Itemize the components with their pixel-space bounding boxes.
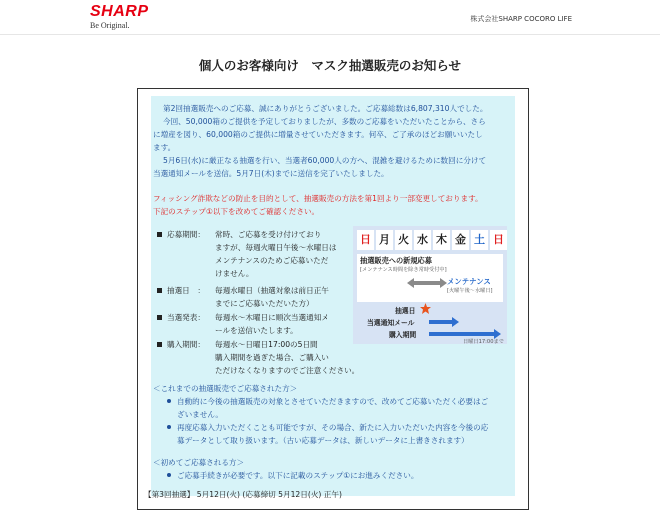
star-icon — [420, 303, 431, 314]
winner-announce-text-1: 毎週水～木曜日に順次当選通知メ — [215, 313, 329, 322]
schedule-bullet — [157, 288, 162, 293]
previous-bullet-2-line-1: 再度応募入力いただくことも可能ですが、その場合、新たに入力いただいた内容を今後の応 — [177, 423, 489, 432]
draw-date-label: 抽選日 ： — [167, 286, 205, 295]
notice-line-1: フィッシング詐欺などの防止を目的として、抽選販売の方法を第1回より一部変更しております。 — [153, 194, 483, 203]
draw-day-label: 抽選日 — [395, 307, 416, 315]
maintenance-label: メンテナンス — [447, 277, 491, 286]
schedule-bullet — [157, 342, 162, 347]
day-sat: 土 — [471, 230, 488, 250]
purchase-period-text-2: 購入期間を過ぎた場合、ご購入い — [215, 353, 329, 362]
winner-mail-label: 当選通知メール — [367, 319, 415, 327]
page-title: 個人のお客様向け マスク抽選販売のお知らせ — [198, 58, 462, 73]
day-mon: 月 — [376, 230, 393, 250]
draw-date-text-1: 毎週水曜日（抽選対象は前日正午 — [215, 286, 329, 295]
weekly-schedule-diagram — [353, 226, 507, 344]
first-time-heading: ＜初めてご応募される方＞ — [153, 458, 245, 467]
mail-arrow-icon — [429, 317, 459, 327]
list-bullet — [167, 425, 171, 429]
intro-line-2: 今回、50,000箱のご提供を予定しておりましたが、多数のご応募をいただいたことから、さら — [163, 117, 486, 126]
intro-line-4: ます。 — [153, 143, 176, 152]
intro-line-6: 当選通知メールを送信。5月7日(木)までに送信を完了いたしました。 — [153, 169, 389, 178]
schedule-bullet — [157, 232, 162, 237]
new-application-box — [357, 254, 503, 302]
first-time-bullet: ご応募手続きが必要です。以下に記載のステップ①にお進みください。 — [177, 471, 419, 480]
site-header — [0, 0, 660, 35]
intro-line-1: 第2回抽選販売へのご応募、誠にありがとうございました。ご応募総数は6,807,310人でした。 — [163, 104, 488, 113]
weekday-row — [357, 230, 505, 250]
corporate-name: 株式会社SHARP COCORO LIFE — [470, 15, 572, 23]
previous-bullet-2-line-2: 募データとして取り扱います。（古い応募データは、新しいデータに上書きされます） — [177, 436, 469, 445]
list-bullet — [167, 473, 171, 477]
schedule-bullet — [157, 315, 162, 320]
intro-line-3: に増産を図り、60,000箱のご提供に増量させていただきます。何卒、ご了承のほどお願いいたし — [153, 130, 483, 139]
day-sun: 日 — [357, 230, 374, 250]
apply-period-text-2: ますが、毎週火曜日午後～水曜日は — [215, 243, 337, 252]
winner-announce-label: 当選発表： — [167, 313, 205, 322]
day-fri: 金 — [452, 230, 469, 250]
day-thu: 木 — [433, 230, 450, 250]
day-wed: 水 — [414, 230, 431, 250]
maintenance-arrow-icon — [407, 278, 447, 288]
new-application-label: 抽選販売への新規応募 — [360, 256, 432, 265]
purchase-period-label: 購入期間： — [167, 340, 205, 349]
apply-period-text-3: メンテナンスのためご応募いただ — [215, 256, 329, 265]
notice-line-2: 下記のステップ①以下を改めてご確認ください。 — [153, 207, 320, 216]
announcement-panel — [137, 88, 529, 510]
winner-announce-text-2: ールを送信いたします。 — [215, 326, 298, 335]
list-bullet — [167, 399, 171, 403]
previous-bullet-1-line-1: 自動的に今後の抽選販売の対象とさせていただきますので、改めてご応募いただく必要はご — [177, 397, 489, 406]
maintenance-sub: [火曜午後～水曜日] — [447, 288, 493, 294]
purchase-period-diagram-label: 購入期間 — [389, 331, 417, 339]
new-application-sub: [メンテナンス時間を除き常時受付中] — [360, 267, 447, 273]
previous-bullet-1-line-2: ざいません。 — [177, 410, 224, 419]
next-draw-cutoff: 【第3回抽選】 5月12日(火) (応募締切 5月12日(火) 正午) — [144, 490, 342, 499]
purchase-period-text-3: ただけなくなりますのでご注意ください。 — [215, 366, 360, 375]
purchase-deadline-note: 日曜日17:00まで — [463, 339, 504, 345]
apply-period-text-4: けません。 — [215, 269, 254, 278]
day-tue: 火 — [395, 230, 412, 250]
previous-applicants-heading: ＜これまでの抽選販売でご応募された方＞ — [153, 384, 298, 393]
draw-date-text-2: までにご応募いただいた方） — [215, 299, 314, 308]
intro-line-5: 5月6日(水)に厳正なる抽選を行い、当選者60,000人の方へ、混雑を避けるために数回に分けて — [163, 156, 487, 165]
apply-period-text-1: 常時、ご応募を受け付けており — [215, 230, 322, 239]
apply-period-label: 応募期間： — [167, 230, 205, 239]
announcement-content — [151, 96, 515, 496]
day-sun-next: 日 — [490, 230, 507, 250]
brand-tagline: Be Original. — [90, 21, 130, 30]
purchase-period-text-1: 毎週水～日曜日17:00の5日間 — [215, 340, 318, 349]
sharp-logo[interactable]: SHARP — [90, 3, 149, 20]
